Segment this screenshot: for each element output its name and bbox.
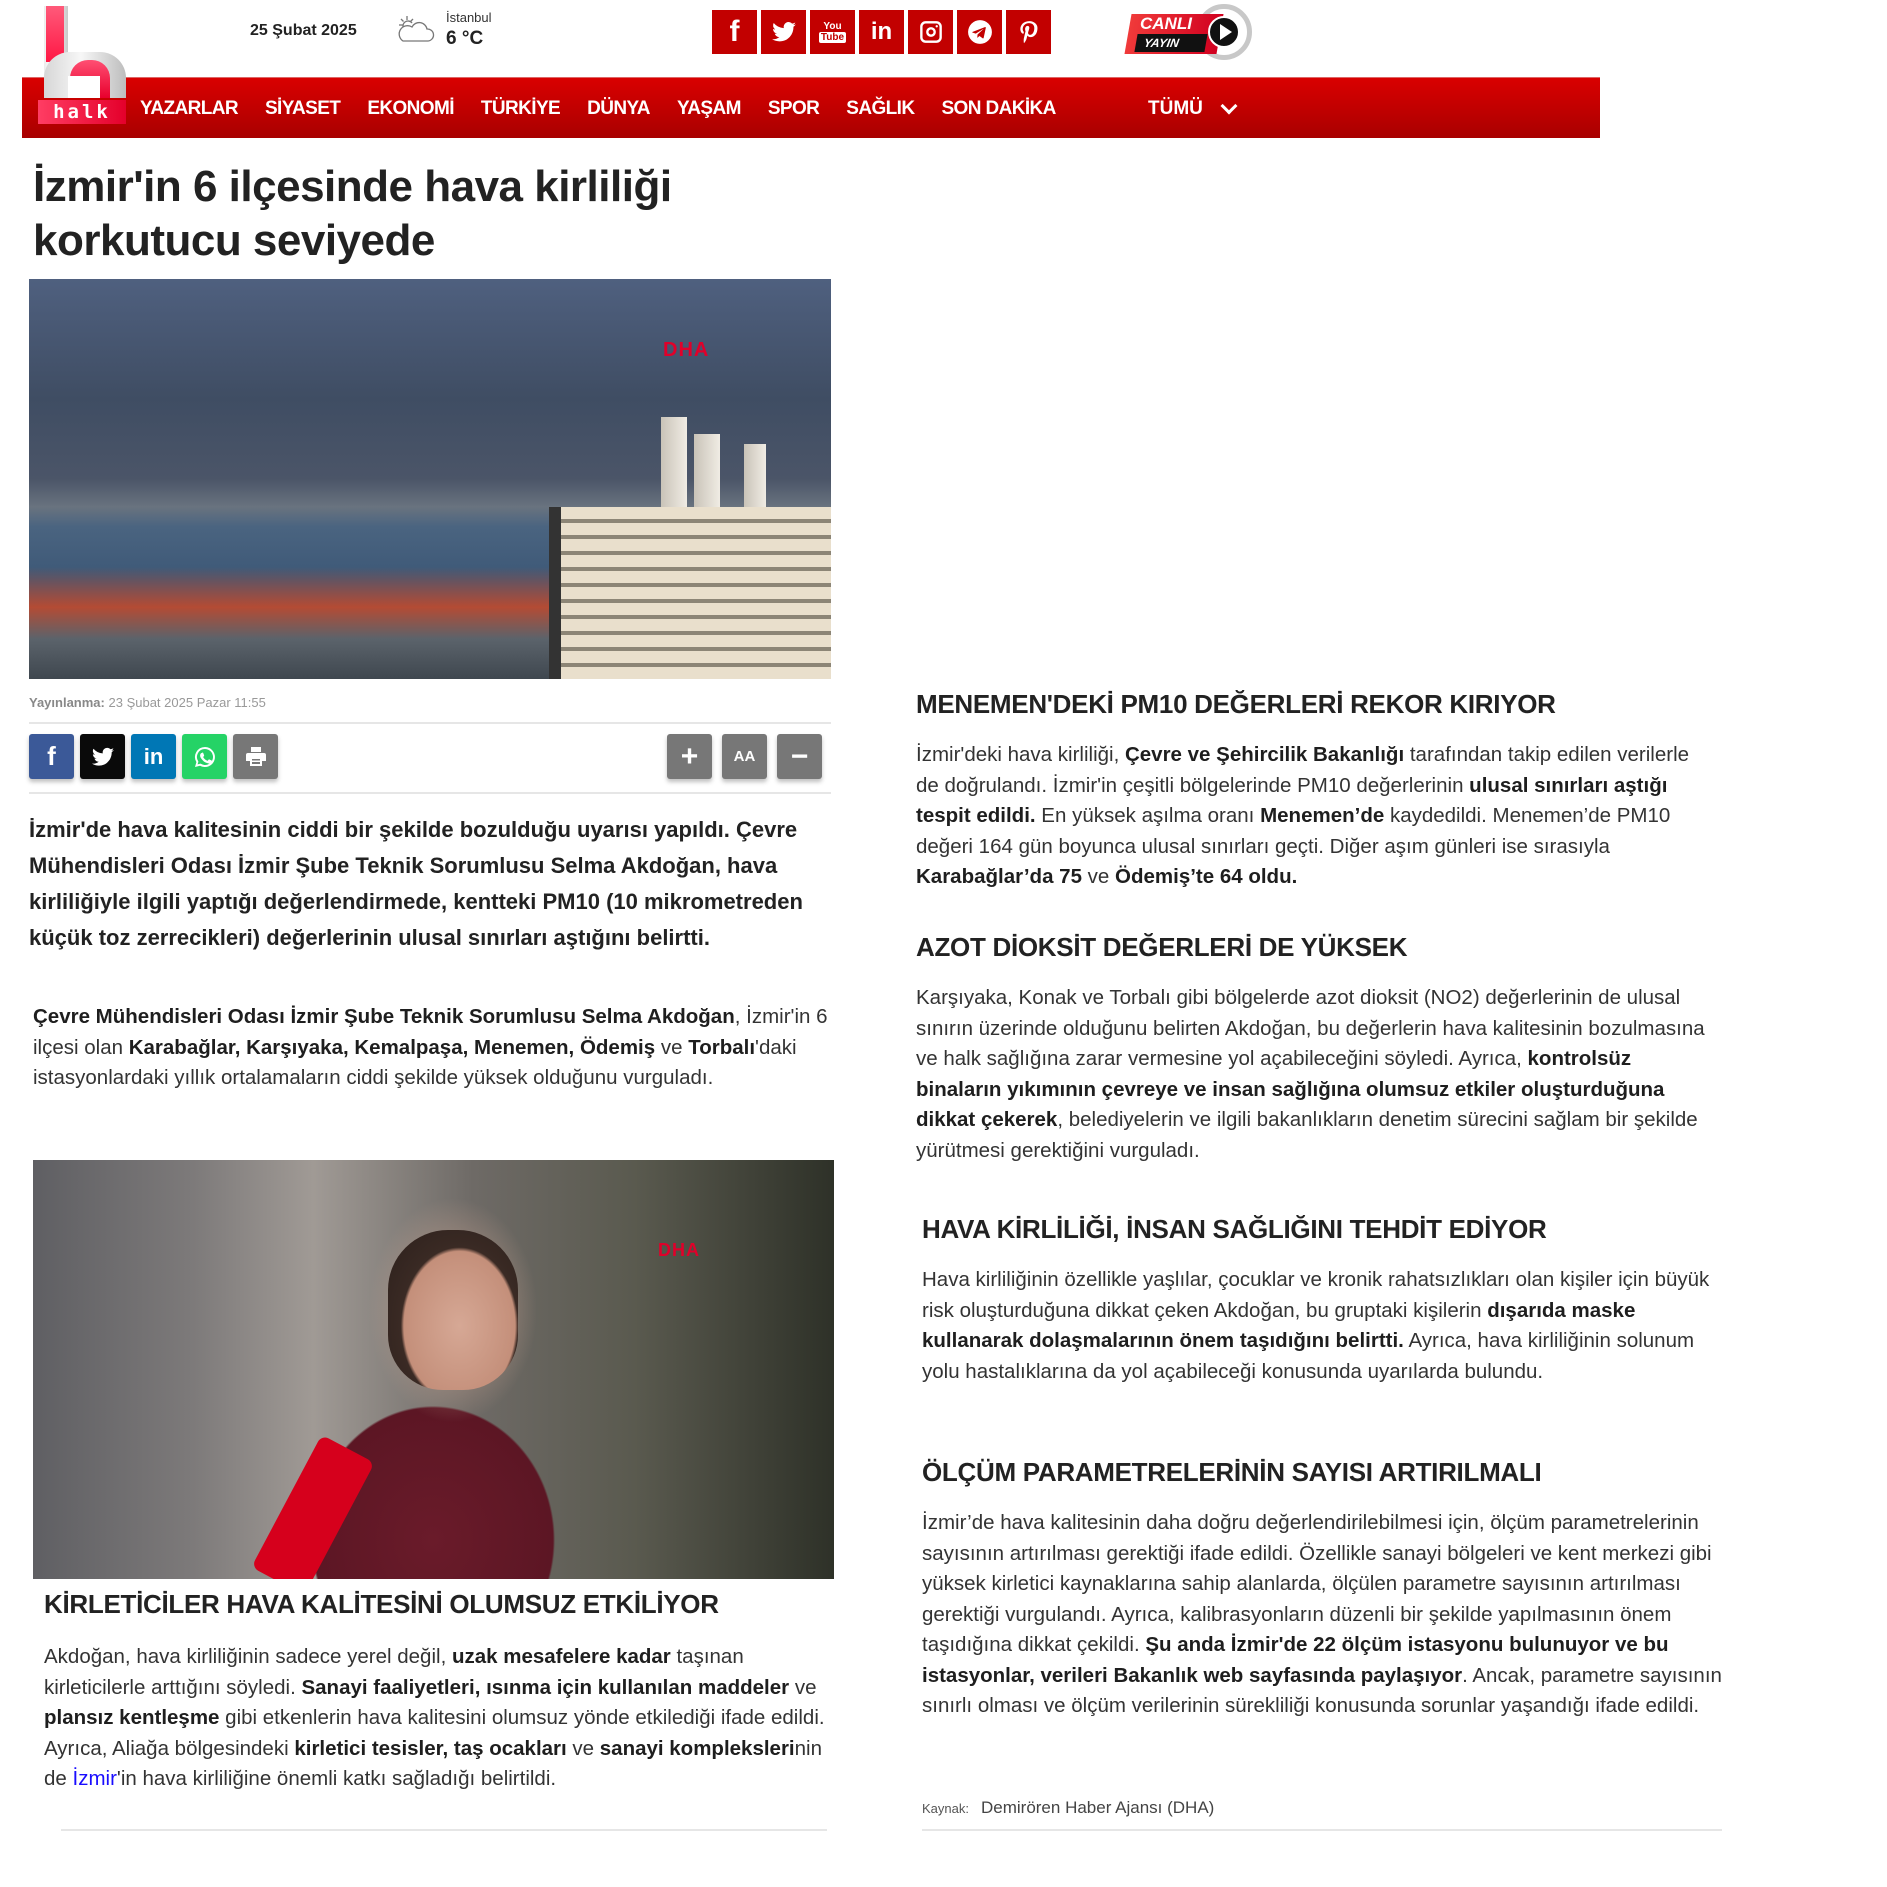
nav-item-ekonomi[interactable]: EKONOMİ: [367, 97, 454, 119]
body-text: nin de: [44, 1736, 822, 1790]
share-linkedin-button[interactable]: [131, 734, 176, 779]
emphasis-text: dışarıda maske kullanarak dolaşmalarının önem taşıdığını belirtti.: [922, 1298, 1636, 1352]
article-paragraph: [922, 1265, 1722, 1387]
nav-item-yazarlar[interactable]: YAZARLAR: [140, 97, 238, 119]
article-paragraph: [916, 740, 1716, 893]
logo-wordmark: halk: [38, 100, 126, 124]
source-value: Demirören Haber Ajansı (DHA): [980, 1798, 1215, 1817]
article-paragraph: [33, 1002, 833, 1094]
article-title: İzmir'in 6 ilçesinde hava kirliliği korkutucu seviyede: [33, 162, 672, 265]
font-size-tools: [667, 734, 822, 779]
share-buttons: [29, 734, 278, 779]
emphasis-text: Karabağlar, Karşıyaka, Kemalpaşa, Menemen, Ödemiş: [128, 1035, 656, 1059]
emphasis-text: Menemen’de: [1260, 804, 1385, 827]
article-main-photo[interactable]: [29, 279, 831, 679]
section-heading: HAVA KİRLİLİĞİ, İNSAN SAĞLIĞINI TEHDİT EDİYOR: [922, 1214, 1547, 1244]
inline-link[interactable]: İzmir: [72, 1767, 117, 1790]
linkedin-icon: in: [143, 743, 164, 769]
twitter-icon: [771, 19, 797, 45]
emphasis-text: plansız kentleşme: [44, 1706, 220, 1729]
body-text: . Ancak, parametre sayısının sınırlı olması ve ölçüm verilerinin sürekliliği konusunda sorunlar yaşandığı ifade edildi.: [922, 1663, 1722, 1717]
body-text: gibi etkenlerin hava kalitesini olumsuz yönde etkilediği ifade edildi. Ayrıca, Aliağa bölgesindeki: [44, 1706, 825, 1760]
photo-microphone: [251, 1435, 374, 1579]
emphasis-text: Sanayi faaliyetleri, ısınma için kullanılan maddeler: [301, 1675, 790, 1699]
main-navigation: [22, 77, 1600, 138]
nav-item-yasam[interactable]: YAŞAM: [676, 97, 741, 119]
divider: [29, 722, 831, 724]
photo-tower: [694, 434, 720, 518]
divider: [61, 1829, 827, 1831]
body-text: , belediyelerin ve ilgili bakanlıkların denetim sürecini sağlam bir şekilde yürütmesi gerektiğini vurguladı.: [916, 1108, 1698, 1162]
weather-temperature: 6 °C: [446, 28, 484, 49]
emphasis-text: Torbalı: [688, 1035, 756, 1059]
telegram-icon: [967, 19, 993, 45]
instagram-icon: [918, 19, 944, 45]
font-reset-button[interactable]: [722, 734, 767, 779]
article-paragraph: [44, 1642, 844, 1795]
body-text: ve: [655, 1035, 689, 1059]
body-text: Akdoğan, hava kirliliğinin sadece yerel değil,: [44, 1645, 452, 1668]
article-source: [922, 1798, 1214, 1818]
youtube-icon: You Tube: [820, 21, 845, 43]
photo-person: [388, 1230, 518, 1390]
body-text: , İzmir'in 6 ilçesi olan: [33, 1005, 828, 1059]
nav-all-label: TÜMÜ: [1148, 97, 1203, 119]
nav-items: [140, 78, 1083, 139]
halk-tv-logo[interactable]: [38, 6, 126, 124]
emphasis-text: kontrolsüz binaların yıkımının çevreye ve insan sağlığına olumsuz etkiler oluşturduğuna dikkat çekerek: [916, 1047, 1665, 1131]
plus-icon: +: [680, 739, 699, 773]
article-paragraph: [916, 983, 1716, 1166]
live-label-line2: YAYIN: [1134, 34, 1207, 52]
text-size-icon: AA: [733, 748, 756, 765]
divider: [922, 1829, 1722, 1831]
youtube-link[interactable]: [810, 10, 855, 54]
emphasis-text: Ödemiş’te 64 oldu.: [1115, 865, 1298, 888]
body-text: İzmir’de hava kalitesinin daha doğru değerlendirilebilmesi için, ölçüm parametrelerinin sayısının artırılması gerektiği ifade edildi. Özellikle sanayi bölgeleri ve kent merkezi gibi yüksek kirletici kaynaklarına sahip alanlarda, ölçülen parametre sayısının artırılması gerektiği vurgulandı. Ayrıca, kalibrasyonların düzenli bir şekilde yapılmasının önem taşıdığına dikkat çekildi.: [922, 1511, 1712, 1656]
instagram-link[interactable]: [908, 10, 953, 54]
twitter-link[interactable]: [761, 10, 806, 54]
pinterest-icon: [1016, 19, 1042, 45]
article-video-still[interactable]: [33, 1160, 834, 1579]
nav-item-dunya[interactable]: DÜNYA: [587, 97, 650, 119]
photo-building: [549, 507, 831, 679]
body-text: tarafından takip edilen verilerle de doğrulandı. İzmir'in çeşitli bölgelerinde PM10 değerlerinin: [916, 743, 1690, 797]
body-text: Karşıyaka, Konak ve Torbalı gibi bölgelerde azot dioksit (NO2) değerlerinin de ulusal sınırın üzerinde olduğunu belirten Akdoğan, bu değerlerin hava kalitesinin bozulmasına ve halk sağlığına zarar vermesine yol açabileceğini söyledi. Ayrıca,: [916, 986, 1705, 1070]
facebook-icon: f: [729, 15, 740, 48]
section-heading: ÖLÇÜM PARAMETRELERİNİN SAYISI ARTIRILMALI: [922, 1457, 1542, 1487]
printer-icon: [244, 745, 268, 769]
share-twitter-button[interactable]: [80, 734, 125, 779]
emphasis-text: sanayi kompleksleri: [599, 1736, 795, 1760]
play-icon: [1208, 16, 1240, 48]
minus-icon: −: [790, 739, 809, 773]
body-text: ve: [1081, 865, 1116, 888]
section-heading: MENEMEN'DEKİ PM10 DEĞERLERİ REKOR KIRIYOR: [916, 689, 1556, 719]
article-lead: İzmir'de hava kalitesinin ciddi bir şekilde bozulduğu uyarısı yapıldı. Çevre Mühendisleri Odası İzmir Şube Teknik Sorumlusu Selma Akdoğan, hava kirliliğiyle ilgili yaptığı değerlendirmede, kentteki PM10 (10 mikrometreden küçük toz zerrecikleri) değerlerinin ulusal sınırları aştığını belirtti.: [29, 817, 803, 950]
article-paragraph: [922, 1508, 1728, 1722]
share-facebook-button[interactable]: [29, 734, 74, 779]
live-label-line1: CANLI: [1140, 14, 1192, 33]
emphasis-text: uzak mesafelere kadar: [451, 1645, 671, 1668]
pinterest-link[interactable]: [1006, 10, 1051, 54]
telegram-link[interactable]: [957, 10, 1002, 54]
facebook-icon: f: [47, 741, 56, 771]
photo-tower: [661, 417, 687, 517]
print-button[interactable]: [233, 734, 278, 779]
emphasis-text: Çevre Mühendisleri Odası İzmir Şube Teknik Sorumlusu Selma Akdoğan: [33, 1005, 735, 1028]
body-text: ve: [789, 1675, 817, 1699]
photo-tower: [744, 444, 766, 514]
chevron-down-icon: [1220, 97, 1237, 114]
nav-item-spor[interactable]: SPOR: [767, 97, 820, 119]
dha-watermark: DHA: [658, 1240, 700, 1260]
source-label: Kaynak:: [922, 1801, 969, 1816]
emphasis-text: Şu anda İzmir'de 22 ölçüm istasyonu bulunuyor ve bu istasyonlar, verileri Bakanlık web sayfasında paylaşıyor: [922, 1633, 1669, 1687]
body-text: Hava kirliliğinin özellikle yaşlılar, çocuklar ve kronik rahatsızlıkları olan kişiler için büyük risk oluşturduğuna dikkat çeken Akdoğan, bu gruptaki kişilerin: [922, 1268, 1710, 1322]
divider: [29, 792, 831, 794]
published-label: Yayınlanma:: [29, 695, 105, 710]
emphasis-text: ulusal sınırları aştığı tespit edildi.: [916, 773, 1668, 827]
nav-item-saglik[interactable]: SAĞLIK: [846, 97, 915, 119]
linkedin-icon: in: [870, 18, 893, 45]
facebook-link[interactable]: [712, 10, 757, 54]
body-text: taşınan kirleticilerle arttığını söyledi.: [44, 1645, 744, 1699]
dha-watermark: DHA: [663, 339, 710, 361]
nav-all-dropdown[interactable]: [1148, 78, 1235, 139]
body-text: 'daki istasyonlardaki yıllık ortalamaların ciddi şekilde yüksek olduğunu vurguladı.: [33, 1035, 797, 1089]
current-date: 25 Şubat 2025: [250, 22, 357, 39]
weather-city: İstanbul: [446, 10, 492, 25]
nav-item-son-dakika[interactable]: SON DAKİKA: [941, 97, 1056, 119]
body-text: İzmir'deki hava kirliliği,: [916, 743, 1125, 766]
section-heading: KİRLETİCİLER HAVA KALİTESİNİ OLUMSUZ ETKİLİYOR: [44, 1589, 719, 1619]
emphasis-text: kirletici tesisler, taş ocakları: [294, 1736, 567, 1760]
logo-h-gap: [68, 76, 100, 98]
linkedin-link[interactable]: [859, 10, 904, 54]
twitter-icon: [91, 745, 115, 769]
body-text: 'in hava kirliliğine önemli katkı sağladığı belirtildi.: [116, 1767, 557, 1790]
social-links: [712, 10, 1051, 54]
nav-item-turkiye[interactable]: TÜRKİYE: [480, 97, 561, 119]
body-text: Ayrıca, hava kirliliğinin solunum yolu hastalıklarına da yol açabileceği konusunda uyarılarda bulundu.: [922, 1329, 1695, 1383]
published-info: [29, 695, 266, 710]
emphasis-text: Çevre ve Şehircilik Bakanlığı: [1124, 743, 1405, 766]
font-decrease-button[interactable]: [777, 734, 822, 779]
body-text: En yüksek aşılma oranı: [1035, 804, 1261, 827]
emphasis-text: Karabağlar’da 75: [916, 865, 1082, 888]
font-increase-button[interactable]: [667, 734, 712, 779]
body-text: ve: [566, 1736, 600, 1760]
partly-cloudy-icon: [395, 14, 435, 44]
whatsapp-icon: [193, 745, 217, 769]
published-date: 23 Şubat 2025 Pazar 11:55: [108, 695, 266, 710]
share-whatsapp-button[interactable]: [182, 734, 227, 779]
live-broadcast-button[interactable]: [1124, 4, 1256, 62]
body-text: kaydedildi. Menemen’de PM10 değeri 164 gün boyunca ulusal sınırları geçti. Diğer aşım günleri ise sırasıyla: [916, 804, 1671, 858]
section-heading: AZOT DİOKSİT DEĞERLERİ DE YÜKSEK: [916, 932, 1408, 962]
nav-item-siyaset[interactable]: SİYASET: [264, 97, 341, 119]
